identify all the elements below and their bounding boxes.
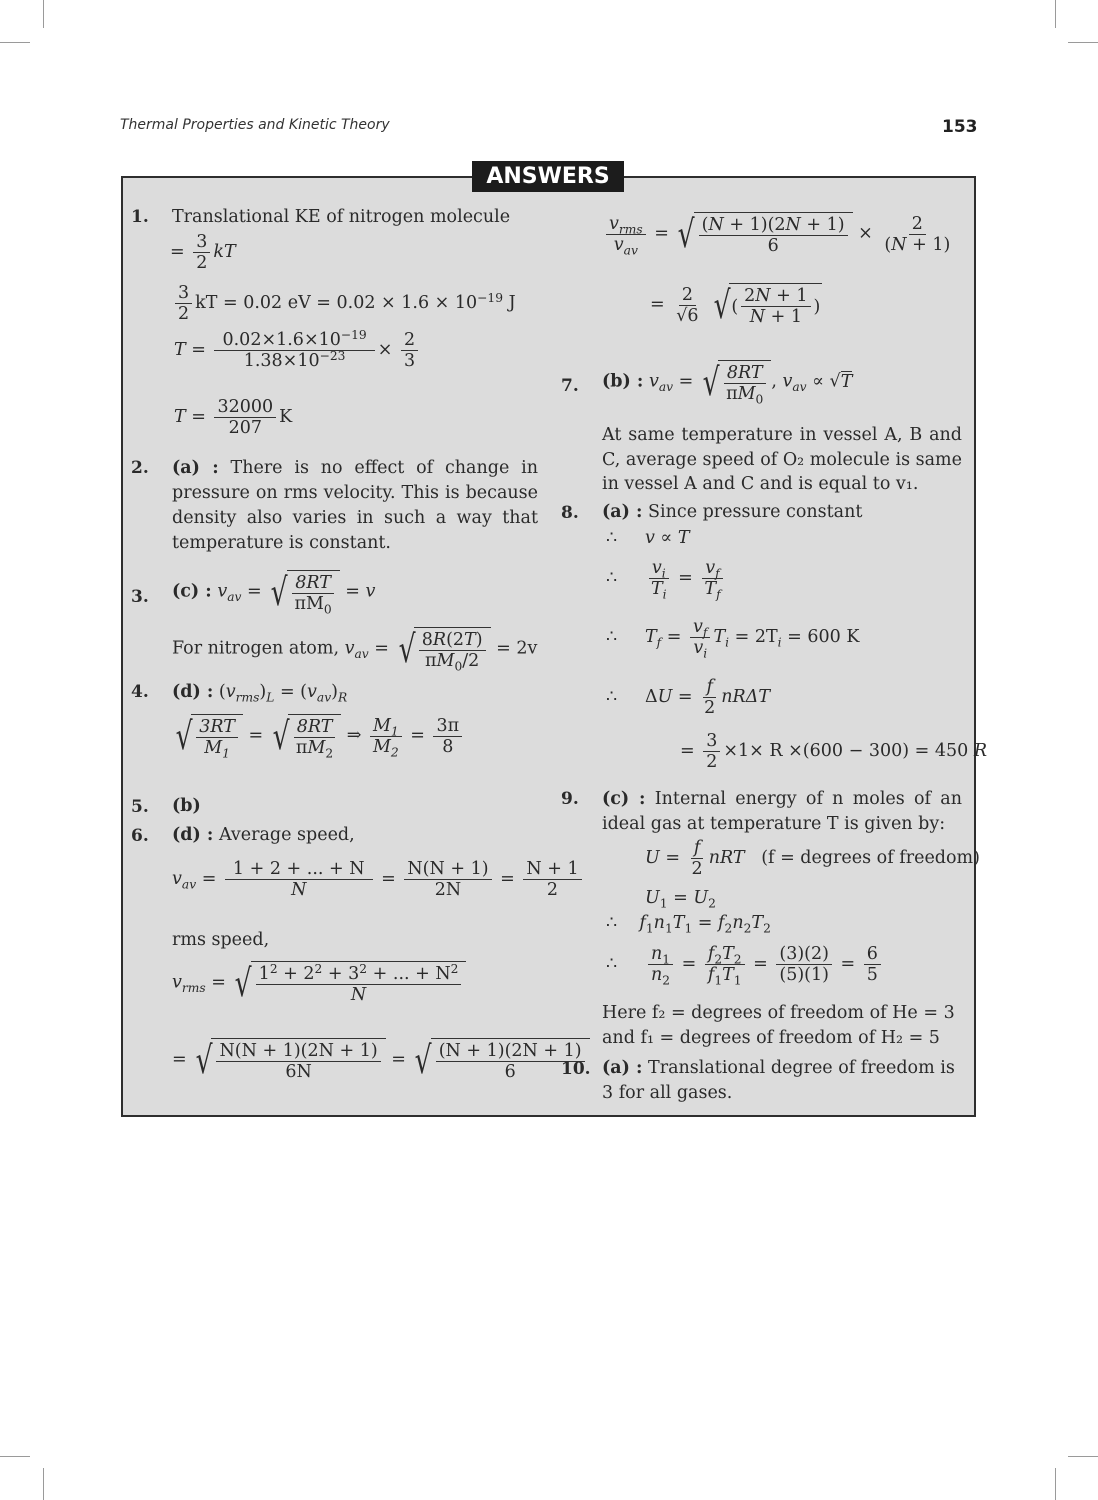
question-number: 1. [131,207,149,227]
q9-text: (c) : Internal energy of n moles of an ideal gas at temperature T is given by: [602,789,962,834]
question-number: 6. [131,826,149,846]
q3-eq1: (c) : $v_{av}$ = √ 8RT $\pi M_0$ = v [172,570,376,617]
q1-eq1: = $\frac{3}{2}$ kT [170,232,236,273]
crop-mark [1055,1468,1056,1500]
question-number: 10. [561,1059,591,1079]
q10-text: (a) : Translational degree of freedom is [602,1058,955,1078]
q9-u-eq: U = $\frac{f}{2}$ nRT (f = degrees of freedom) [645,838,980,879]
q6-ratio-eq: $v_{rms}$ $v_{av}$ = √ (N + 1)(2N + 1) 6 × $\frac{2}{(N + 1)}$ [603,212,956,256]
q3-eq2: For nitrogen atom, $v_{av}$ = √ 8R(2T) $\pi M_0/2$ = 2v [172,627,538,674]
running-title: Thermal Properties and Kinetic Theory [120,117,390,133]
q10-text2: 3 for all gases. [602,1083,733,1103]
page-number: 153 [942,117,978,137]
q6-rms-eq: $v_{rms}$ = √ $1^2 + 2^2 + 3^2$ + ... + $N^2$ N [172,961,466,1005]
crop-mark [1068,1456,1098,1457]
q5-answer: (b) [172,796,201,816]
q8-prop: ∴ v ∝ T [606,528,690,548]
q1-text: Translational KE of nitrogen molecule [172,207,511,227]
crop-mark [43,0,44,28]
q8-du-calc: = $\frac{3}{2}$ ×1× R ×(600 − 300) = 450 R [680,731,988,772]
q1-energy: kT = 0.02 eV = 0.02 × 1.6 × 10 [195,293,478,313]
crop-mark [1055,0,1056,28]
q6-rms-step: = √ N(N + 1)(2N + 1) 6N = √ (N + 1)(2N + 1) 6 [172,1038,590,1082]
q6-text: (d) : Average speed, [172,825,355,845]
question-number: 8. [561,503,579,523]
q9-f-eq: ∴ $f_1n_1T_1 = f_2n_2T_2$ [606,913,771,936]
q8-text: (a) : Since pressure constant [602,502,863,522]
q9-note2: and f₁ = degrees of freedom of H₂ = 5 [602,1028,940,1048]
q6-ratio-simplified: = $\frac{2}{√6}$ √ ( 2N + 1 N + 1 ) [650,283,821,327]
q1-eq3: T = $\frac{0.02\times 1.6\times 10^{-19}}{1.38\times 10^{-23}}$ × $\frac{2}{3}$ [174,330,421,371]
q7-text: At same temperature in vessel A, B and C, average speed of O₂ molecule is same in vessel A and C and is equal to v₁. [602,425,962,494]
question-number: 2. [131,458,149,478]
q4-line: (d) : $(v_{rms})_L = (v_{av})_R$ [172,682,348,705]
crop-mark [0,1456,30,1457]
q1-result: T = $\frac{32000}{207}$ K [174,397,293,438]
q4-eq: √ 3RT $M_1$ = √ 8RT $\pi M_2$ ⇒ $\frac{M_1}{M_2}$ = $\frac{3\pi}{8}$ [172,714,465,758]
crop-mark [0,42,30,43]
question-number: 7. [561,376,579,396]
q8-ratio: ∴ $\frac{v_i}{T_i}$ = $\frac{v_f}{T_f}$ [606,558,727,599]
q9-note1: Here f₂ = degrees of freedom of He = 3 [602,1003,955,1023]
section-title: ANSWERS [472,161,624,192]
q1-eq2: $\frac{3}{2}$ kT = 0.02 eV = $0.02 \times 1.6 \times 10^{-19}$ J [172,283,516,324]
q8-tf: ∴ $T_f$ = $\frac{v_f}{v_i}$ $T_i = 2T_i = 600$ K [606,617,860,661]
question-number: 9. [561,789,579,809]
crop-mark [43,1468,44,1500]
q7-eq: (b) : $v_{av}$ = √ 8RT $\pi M_0$ , $v_{av} \propto √T$ [602,360,853,407]
crop-mark [1068,42,1098,43]
question-number: 4. [131,682,149,702]
q1-kt: kT [213,242,236,262]
q9-u-equal: $U_1 = U_2$ [645,888,716,911]
q6-avg-eq: $v_{av}$ = $\frac{1 + 2 + ... + N}{N}$ = $\frac{N(N + 1)}{2N}$ = $\frac{N + 1}{2}$ [172,859,585,900]
question-number: 5. [131,797,149,817]
q8-du: ∴ ΔU = $\frac{f}{2}$ nRΔT [606,677,771,718]
q2-text: (a) : There is no effect of change in pressure on rms velocity. This is because density also varies in such a way that temperature is constant. [172,458,538,553]
question-number: 3. [131,587,149,607]
q9-ratio: ∴ $\frac{n_1}{n_2}$ = $\frac{f_2T_2}{f_1T_1}$ = $\frac{(3)(2)}{(5)(1)}$ = $\frac{6}{5}$ [606,944,884,985]
q6-rms-text: rms speed, [172,930,270,950]
